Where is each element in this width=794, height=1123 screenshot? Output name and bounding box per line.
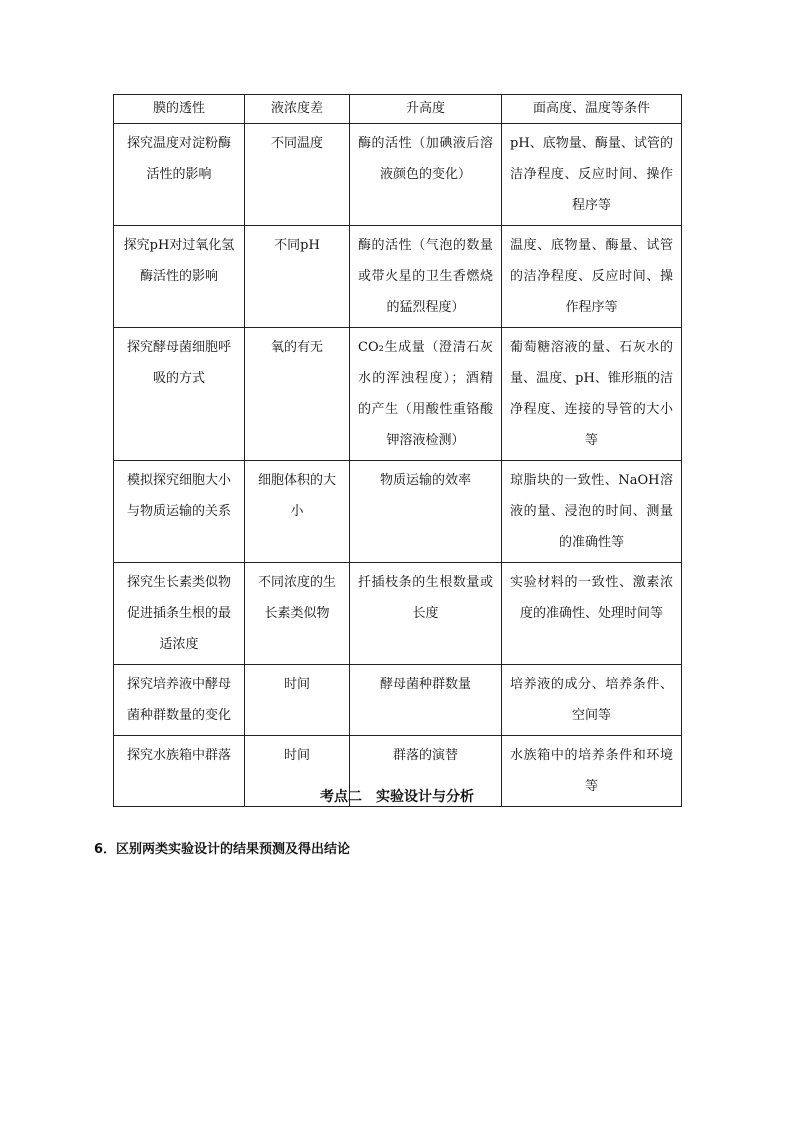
header-cell: 液浓度差 — [245, 95, 350, 124]
variable-cell: 氧的有无 — [245, 328, 350, 461]
variable-cell: 细胞体积的大小 — [245, 461, 350, 563]
header-cell: 膜的透性 — [114, 95, 245, 124]
experiment-name-cell: 模拟探究细胞大小与物质运输的关系 — [114, 461, 245, 563]
variable-cell: 时间 — [245, 665, 350, 736]
conditions-cell: pH、底物量、酶量、试管的洁净程度、反应时间、操作程序等 — [502, 124, 682, 226]
variable-cell: 不同浓度的生长素类似物 — [245, 563, 350, 665]
measure-cell: 群落的演替 — [350, 736, 502, 807]
table-row — [114, 461, 682, 563]
conditions-cell: 温度、底物量、酶量、试管的洁净程度、反应时间、操作程序等 — [502, 226, 682, 328]
table-row — [114, 563, 682, 665]
variable-cell: 不同温度 — [245, 124, 350, 226]
sub-heading: 6．区别两类实验设计的结果预测及得出结论 — [94, 842, 351, 857]
variable-cell: 不同pH — [245, 226, 350, 328]
header-cell: 升高度 — [350, 95, 502, 124]
experiment-name-cell: 探究温度对淀粉酶活性的影响 — [114, 124, 245, 226]
table-header-row — [114, 95, 682, 124]
measure-cell: 酶的活性（加碘液后溶液颜色的变化） — [350, 124, 502, 226]
section-title: 考点二 实验设计与分析 — [320, 789, 474, 805]
conditions-cell: 葡萄糖溶液的量、石灰水的量、温度、pH、锥形瓶的洁净程度、连接的导管的大小等 — [502, 328, 682, 461]
measure-cell: 酵母菌种群数量 — [350, 665, 502, 736]
experiment-name-cell: 探究pH对过氧化氢酶活性的影响 — [114, 226, 245, 328]
experiment-table — [113, 94, 682, 807]
variable-cell: 时间 — [245, 736, 350, 807]
experiment-name-cell: 探究水族箱中群落 — [114, 736, 245, 807]
table-row — [114, 226, 682, 328]
measure-cell: CO₂生成量（澄清石灰水的浑浊程度）；酒精的产生（用酸性重铬酸钾溶液检测） — [350, 328, 502, 461]
conditions-cell: 培养液的成分、培养条件、空间等 — [502, 665, 682, 736]
measure-cell: 物质运输的效率 — [350, 461, 502, 563]
measure-cell: 扦插枝条的生根数量或长度 — [350, 563, 502, 665]
experiment-name-cell: 探究生长素类似物促进插条生根的最适浓度 — [114, 563, 245, 665]
experiment-name-cell: 探究酵母菌细胞呼吸的方式 — [114, 328, 245, 461]
table-row — [114, 665, 682, 736]
table-row — [114, 328, 682, 461]
measure-cell: 酶的活性（气泡的数量或带火星的卫生香燃烧的猛烈程度） — [350, 226, 502, 328]
header-cell: 面高度、温度等条件 — [502, 95, 682, 124]
conditions-cell: 实验材料的一致性、激素浓度的准确性、处理时间等 — [502, 563, 682, 665]
table-row — [114, 124, 682, 226]
conditions-cell: 水族箱中的培养条件和环境等 — [502, 736, 682, 807]
experiment-name-cell: 探究培养液中酵母菌种群数量的变化 — [114, 665, 245, 736]
conditions-cell: 琼脂块的一致性、NaOH溶液的量、浸泡的时间、测量的准确性等 — [502, 461, 682, 563]
